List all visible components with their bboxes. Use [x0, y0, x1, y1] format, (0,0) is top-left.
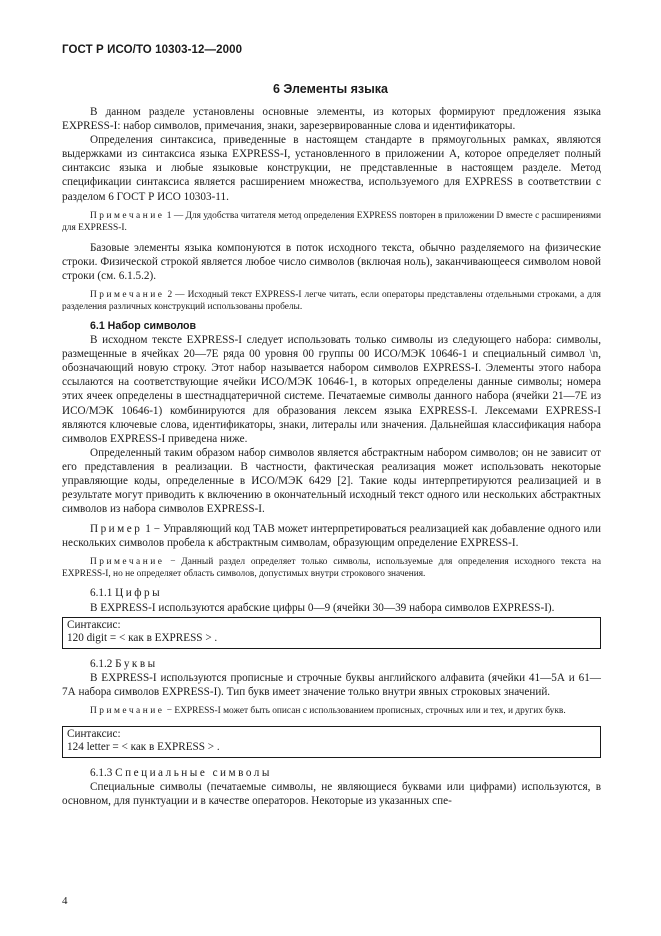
- example-label: Пример: [90, 523, 143, 536]
- note-3: [62, 556, 601, 580]
- example-1: [62, 522, 601, 550]
- subsection-heading-6-1: 6.1 Набор символов: [90, 319, 197, 332]
- paragraph-letters: В EXPRESS-I используются прописные и строчные буквы английского алфавита (ячейки 41—5А и 61—7А набора символов EXPRESS-I). Тип букв имеет значение только внутри явных строковых значений.: [62, 671, 601, 698]
- syntax-rule: 120 digit = < как в EXPRESS > .: [67, 632, 218, 645]
- note-text: 1 — Для удобства читателя метод определения EXPRESS повторен в приложении D вместе с расширениями для EXPRESS-I.: [62, 210, 601, 233]
- syntax-label: Синтаксис:: [67, 618, 121, 631]
- paragraph-syntax-definitions: Определения синтаксиса, приведенные в настоящем стандарте в прямоугольных рамках, являются выдержками из синтаксиса языка EXPRESS-I, установленного в приложении А, которое определяет полный синтаксис языка и любые языковые конструкции, не представленные в настоящем разделе. Метод спецификации синтаксиса является расширением множества, используемого для EXPRESS в соответствии с разделом 6 ГОСТ Р ИСО 10303-11.: [62, 134, 601, 203]
- running-header: ГОСТ Р ИСО/ТО 10303-12—2000: [62, 44, 243, 56]
- note-label: Примечание: [90, 289, 165, 300]
- paragraph-special-characters: Специальные символы (печатаемые символы, не являющиеся буквами или цифрами) используются, в основном, для пунктуации и в качестве операторов. Некоторые из указанных спе-: [62, 781, 601, 808]
- subsection-number: 6.1.3: [90, 766, 116, 779]
- note-label: Примечание: [90, 210, 165, 221]
- subsection-heading-6-1-1: [62, 586, 601, 600]
- subsection-title: Буквы: [115, 657, 158, 670]
- syntax-box-digit: [62, 617, 601, 649]
- paragraph-base-elements: Базовые элементы языка компонуются в поток исходного текста, обычно разделяемого на физические строки. Физической строкой является любое число символов (включая ноль), заканчивающееся символом новой строки (см. 6.1.5.2).: [62, 241, 601, 282]
- note-2: [62, 289, 601, 313]
- note-1: [62, 210, 601, 234]
- subsection-number: 6.1.2: [90, 657, 116, 670]
- note-text: − Данный раздел определяет только символы, используемые для определения исходного текста на EXPRESS-I, но не определяет область символов, допустимых внутри строкового значения.: [62, 557, 601, 580]
- subsection-heading-6-1-3: [62, 766, 601, 780]
- subsection-heading-6-1-2: [62, 657, 601, 671]
- syntax-box-letter: [62, 726, 601, 758]
- subsection-number: 6.1.1: [90, 587, 116, 600]
- paragraph-digits: В EXPRESS-I используются арабские цифры 0—9 (ячейки 30—39 набора символов EXPRESS-I).: [90, 601, 555, 614]
- syntax-label: Синтаксис:: [67, 727, 121, 740]
- paragraph-character-set: В исходном тексте EXPRESS-I следует использовать только символы из следующего набора: символы, размещенные в ячейках 20—7Е ряда 00 уровня 00 группы 00 ИСО/МЭК 10646-1 и специальный символ \n, обозначающий новую строку. Этот набор называется набором символов EXPRESS-I. Элементы этого набора ссылаются на соответствующие ячейки ИСО/МЭК 10646-1, в которых определены данные символы; номера этих ячеек определены в шестнадцатеричной системе. Печатаемые символы данного набора (ячейки 21—7Е из ИСО/МЭК 10646-1) комбинируются для образования лексем языка EXPRESS-I. Лексемами EXPRESS-I являются ключевые слова, идентификаторы, знаки, литералы или значения. Дальнейшая классификация набора символов EXPRESS-I приведена ниже.: [62, 334, 601, 445]
- example-text: 1 − Управляющий код ТАВ может интерпретироваться реализацией как добавление одного или нескольких символов пробела к абстрактным символам, образующим определение EXPRESS-I.: [62, 523, 601, 550]
- note-text: 2 — Исходный текст EXPRESS-I легче читать, если операторы представлены отдельными строками, а для разделения различных конструкций использованы пробелы.: [62, 289, 601, 312]
- note-label: Примечание: [90, 557, 165, 568]
- paragraph-intro: В данном разделе установлены основные элементы, из которых формируют предложения языка EXPRESS-I: набор символов, примечания, знаки, зарезервированные слова и идентификаторы.: [62, 106, 601, 133]
- subsection-title: Специальные символы: [115, 766, 272, 779]
- body-text: [62, 105, 601, 808]
- page-number: 4: [62, 895, 68, 907]
- note-text: − EXPRESS-I может быть описан с использованием прописных, строчных или и тех, и других букв.: [164, 705, 566, 716]
- note-label: Примечание: [90, 705, 165, 716]
- note-4: [62, 705, 601, 717]
- subsection-title: Цифры: [115, 587, 163, 600]
- section-title: 6 Элементы языка: [273, 82, 388, 96]
- paragraph-abstract-set: Определенный таким образом набор символов является абстрактным набором символов; он не зависит от его представления в реализации. В частности, фактическая реализация может использовать некоторые управляющие коды, определенные в ИСО/МЭК 6429 [2]. Такие коды интерпретируются реализацией и в результате могут приводить к включению в окончательный исходный текст одного или нескольких абстрактных символов из набора символов EXPRESS-I.: [62, 446, 601, 516]
- syntax-rule: 124 letter = < как в EXPRESS > .: [67, 741, 220, 754]
